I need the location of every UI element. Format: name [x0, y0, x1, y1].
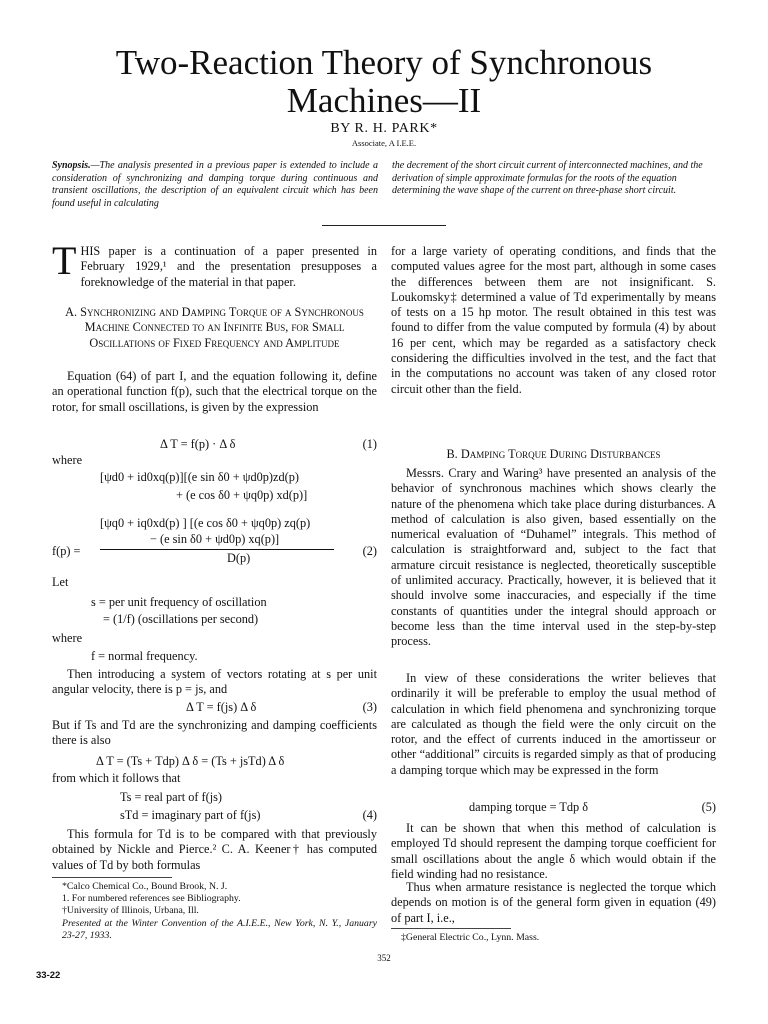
right-para5-text: Thus when armature resistance is neglected the torque which depends on motion is of the general form given in equation (49) of part I, i.e., [391, 880, 716, 925]
page-number: 352 [377, 953, 391, 963]
intro-paragraph [52, 238, 377, 290]
eq2-line3: [ψq0 + iq0xd(p) ] [(e cos δ0 + ψq0p) zq(p) [100, 516, 311, 530]
right-para-1 [391, 244, 716, 397]
let-label: Let [52, 575, 69, 589]
eq1-body: Δ T = f(p) · Δ δ [160, 437, 236, 451]
para-vectors [52, 667, 377, 698]
equation-ts-td: Δ T = (Ts + Tdp) Δ δ = (Ts + jsTd) Δ δ [96, 754, 285, 768]
para3-text: But if Ts and Td are the synchronizing and damping coefficients there is also [52, 718, 377, 748]
eq4-line2: sTd = imaginary part of f(js) [120, 808, 261, 822]
eq2-fraction-bar [100, 549, 334, 550]
right-para4-text: It can be shown that when this method of calculation is employed Td should represent the damping torque coefficient for small oscillations about the angle δ which would obtain if the field winding had no resistance. [391, 821, 716, 881]
equation-4 [52, 790, 377, 826]
synopsis-label: Synopsis. [52, 160, 91, 171]
para-nickle-pierce [52, 827, 377, 873]
eq2-line1: [ψd0 + id0xq(p)][(e sin δ0 + ψd0p)zd(p) [100, 470, 299, 484]
eq4-line1: Ts = real part of f(js) [120, 790, 223, 804]
eq3-body: Δ T = f(js) Δ δ [186, 700, 257, 714]
where-label-2: where [52, 631, 83, 645]
right-para-3 [391, 671, 716, 778]
right-para2-text: Messrs. Crary and Waring³ have presented an analysis of the behavior of synchronous machines which shows clearly the nature of the phenomena which take place during disturbances. A method of calculation is also given, based essentially on the numerical evaluation of “Duhamel” integrals. This method of calculation is straightforward and, subject to the fact that armature circuit resistance is neglected, theoretically susceptible of unlimited accuracy. Practically, however, it is believed that it should involve some inaccuracies, and especially if the time constants of quantities under the integral should approach or become less than the time interval used in the step-by-step process. [391, 466, 716, 649]
s-definition-1: s = per unit frequency of oscillation [91, 595, 267, 609]
eq5-number: (5) [701, 800, 716, 814]
para4-text: This formula for Td is to be compared with that previously obtained by Nickle and Pierce.² C. A. Keener† has computed values of Td by both formulas [52, 827, 377, 872]
footnote-illinois: †University of Illinois, Urbana, Ill. [62, 905, 199, 917]
eq2-line4: − (e sin δ0 + ψd0p) xq(p)] [150, 532, 280, 546]
footnote-rule-right [391, 928, 511, 929]
from-which-label: from which it follows that [52, 771, 181, 785]
eq2-denominator: D(p) [227, 551, 251, 565]
s-definition-2: = (1/f) (oscillations per second) [103, 612, 259, 626]
right-para-2 [391, 466, 716, 650]
right-para-5 [391, 880, 716, 926]
author-affiliation: Associate, A I.E.E. [351, 138, 417, 148]
eq5-body: damping torque = Tdp δ [469, 800, 589, 814]
where-label-1: where [52, 453, 83, 467]
para2-text: Then introducing a system of vectors rotating at s per unit angular velocity, there is p = js, and [52, 667, 377, 697]
section-a-heading: A. Synchronizing and Damping Torque of a Synchronous Machine Connected to an Infinite Bus, for Small Oscillations of Fixed Frequency and Amplitude [65, 305, 364, 350]
eq2-number: (2) [362, 544, 377, 558]
paper-title-line1: Two-Reaction Theory of Synchronous [115, 43, 653, 82]
synopsis-divider [322, 225, 446, 226]
para-coefficients [52, 718, 377, 749]
eq1-number: (1) [362, 437, 377, 451]
f-definition: f = normal frequency. [91, 649, 198, 663]
paper-title-line2: Machines—II [286, 81, 482, 120]
equation-1 [52, 437, 377, 453]
right-para1-text: for a large variety of operating conditions, and finds that the computed values agree for the most part, although in some cases the differences between them are not insignificant. S. Loukomsky‡ determined a value of Td experimentally by means of tests on a 15 hp motor. The result obtained in this test was found to differ from the value computed by formula (4) by about 16 per cent, which may be regarded as a satisfactory check considering the difficulties involved in the test, and the fact that in the computations no account was taken of any closed rotor circuit other than the field. [391, 244, 716, 396]
equation-5 [391, 800, 716, 816]
synopsis-left [52, 160, 378, 210]
eq2-line2: + (e cos δ0 + ψq0p) xd(p)] [176, 488, 308, 502]
left-column [52, 238, 377, 290]
drop-cap: T [52, 238, 77, 283]
footnote-calco: *Calco Chemical Co., Bound Brook, N. J. [62, 881, 228, 892]
footnote-rule-left [52, 877, 172, 878]
page-code: 33-22 [36, 970, 61, 981]
equation-2 [52, 470, 377, 568]
footnote-ge: ‡General Electric Co., Lynn. Mass. [401, 932, 540, 943]
footnote-presented: Presented at the Winter Convention of the A.I.E.E., New York, N. Y., January 23-27, 1933. [62, 917, 377, 941]
author-byline: BY R. H. PARK* [330, 121, 438, 136]
intro-text: HIS paper is a continuation of a paper presented in February 1929,¹ and the presentation presupposes a foreknowledge of the material in that paper. [80, 244, 377, 289]
equation-3 [52, 700, 377, 716]
eq3-number: (3) [362, 700, 377, 714]
section-b-heading: B. Damping Torque During Disturbances [446, 447, 661, 461]
right-para3-text: In view of these considerations the writer believes that ordinarily it will be preferable to employ the usual method of calculation in which field phenomena and synchronizing torque are calculated as though the field were the only circuit on the rotor, and the effect of currents induced in the amortisseur or other “additional” circuits is regarded simply as that of producing a damping torque which may be expressed in the form [391, 671, 716, 777]
footnotes-left [52, 881, 377, 942]
synopsis-left-text: —The analysis presented in a previous paper is extended to include a consideration of synchronizing and damping torque during continuous and transient oscillations, the description of an equivalent circuit which has been found useful in calculating [52, 160, 378, 209]
eq2-lhs: f(p) = [52, 544, 81, 558]
footnote-bibliography: 1. For numbered references see Bibliography. [62, 893, 241, 905]
eq4-number: (4) [362, 808, 377, 822]
para1-text: Equation (64) of part I, and the equation following it, define an operational function f(p), such that the electrical torque on the rotor, for small oscillations, is given by the expression [52, 369, 377, 414]
para-equation-64 [52, 369, 377, 415]
synopsis-right: the decrement of the short circuit current of interconnected machines, and the derivation of simple approximate formulas for the roots of the equation determining the wave shape of the current on three-phase short circuit. [392, 160, 703, 196]
right-para-4 [391, 821, 716, 882]
